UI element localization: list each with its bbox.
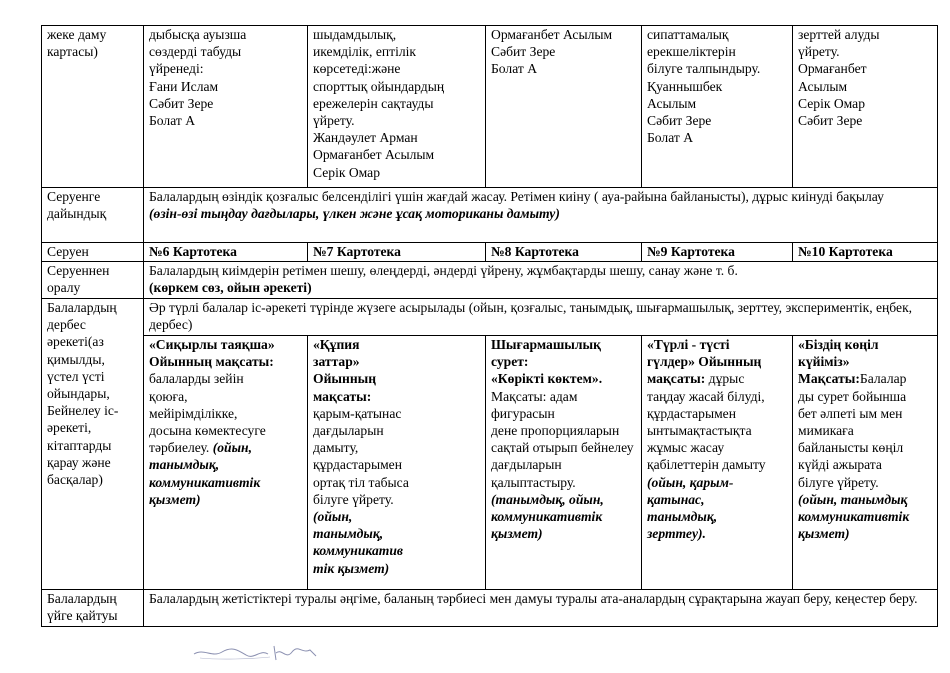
row-label-walk: Серуен [42, 243, 144, 262]
row-label-home: Балалардың үйге қайтуы [42, 590, 144, 627]
independent-intro: Әр түрлі балалар іс-әрекеті түрінде жүзеге асырылады (ойын, қозғалыс, танымдық, шығармашылық, зерттеу, экспериментік, еңбек, дербес) [144, 299, 938, 336]
cell-individual-1: дыбысқа ауызша сөздерді табуды үйренеді: Ғани Ислам Сәбит Зере Болат А [144, 26, 308, 188]
walk-card-10: №10 Картотека [793, 243, 938, 262]
game-magic-wand: «Сиқырлы таяқша» Ойынның мақсаты: балаларды зейін қоюға, мейірімділікке, досына көмектесуге тәрбиелеу. (ойын, танымдық, коммуникативтік қызмет) [144, 336, 308, 590]
row-label-walk-prep: Серуенге дайындық [42, 188, 144, 243]
row-independent-games [42, 336, 938, 590]
walk-card-6: №6 Картотека [144, 243, 308, 262]
row-walk [42, 243, 938, 262]
row-return [42, 262, 938, 299]
row-label-independent: Балалардың дербес әрекеті(аз қимылды, үстел үсті ойындары, Бейнелеу іс- әрекеті, кітаптарды қарау және басқалар) [42, 299, 144, 590]
cell-individual-5: зерттей алуды үйрету. Ормағанбет Асылым Серік Омар Сәбит Зере [793, 26, 938, 188]
game-secret-objects: «Құпия заттар» Ойынның мақсаты: қарым-қатынас дағдыларын дамыту, құрдастарымен ортақ тіл табыса білуге үйрету. (ойын, танымдық, коммуникатив тік қызмет) [308, 336, 486, 590]
walk-card-7: №7 Картотека [308, 243, 486, 262]
daily-plan-table [41, 25, 938, 627]
return-note: (көркем сөз, ойын әрекеті) [149, 280, 312, 296]
row-individual-development [42, 26, 938, 188]
return-text: Балалардың киімдерін ретімен шешу, өлеңдерді, әндерді үйрену, жұмбақтарды шешу, санау және т. б. [149, 263, 738, 278]
row-label-individual: жеке даму картасы) [42, 26, 144, 188]
row-going-home [42, 590, 938, 627]
row-label-return: Серуеннен оралу [42, 262, 144, 299]
cell-individual-2: шыдамдылық, икемділік, ептілік көрсетеді:және спорттық ойындардың ережелерін сақтауды үйрету. Жандәулет Арман Ормағанбет Асылым Серік Омар [308, 26, 486, 188]
walk-prep-note: (өзін-өзі тыңдау дағдылары, үлкен және ұсақ моториканы дамыту) [149, 206, 560, 222]
home-content: Балалардың жетістіктері туралы әңгіме, баланың тәрбиесі мен дамуы туралы ата-аналардың сұрақтарына жауап беру, кеңестер беру. [144, 590, 938, 627]
cell-individual-3: Ормағанбет Асылым Сәбит Зере Болат А [486, 26, 642, 188]
row-walk-preparation [42, 188, 938, 243]
cell-individual-4: сипаттамалық ерекшеліктерін білуге талпындыру. Қуаннышбек Асылым Сәбит Зере Болат А [642, 26, 793, 188]
walk-card-9: №9 Картотека [642, 243, 793, 262]
activity-creative-drawing: Шығармашылық сурет: «Көрікті көктем». Мақсаты: адам фигурасын дене пропорцияларын сақтай отырып бейнелеу дағдыларын қалыптастыру. (танымдық, ойын, коммуникативтік қызмет) [486, 336, 642, 590]
walk-card-8: №8 Картотека [486, 243, 642, 262]
handwritten-signature [190, 638, 330, 666]
return-content [144, 262, 938, 299]
game-colorful-flowers: «Түрлі - түсті гүлдер» Ойынның мақсаты: дұрыс таңдау жасай білуді, құрдастарымен ынтымақтастықта жұмыс жасау қабілеттерін дамыту (ойын, қарым- қатынас, танымдық, зерттеу). [642, 336, 793, 590]
game-our-mood: «Біздің көңіл күйіміз» Мақсаты:Балалар ды сурет бойынша бет әлпеті ым мен мимикаға байланысты көңіл күйді ажырата білуге үйрету. (ойын, танымдық коммуникативтік қызмет) [793, 336, 938, 590]
walk-prep-text: Балалардың өзіндік қозғалыс белсенділігі үшін жағдай жасау. Ретімен киіну ( ауа-райына байланысты), дұрыс киінуді бақылау [149, 189, 884, 204]
row-independent-activity [42, 299, 938, 336]
walk-prep-content [144, 188, 938, 243]
